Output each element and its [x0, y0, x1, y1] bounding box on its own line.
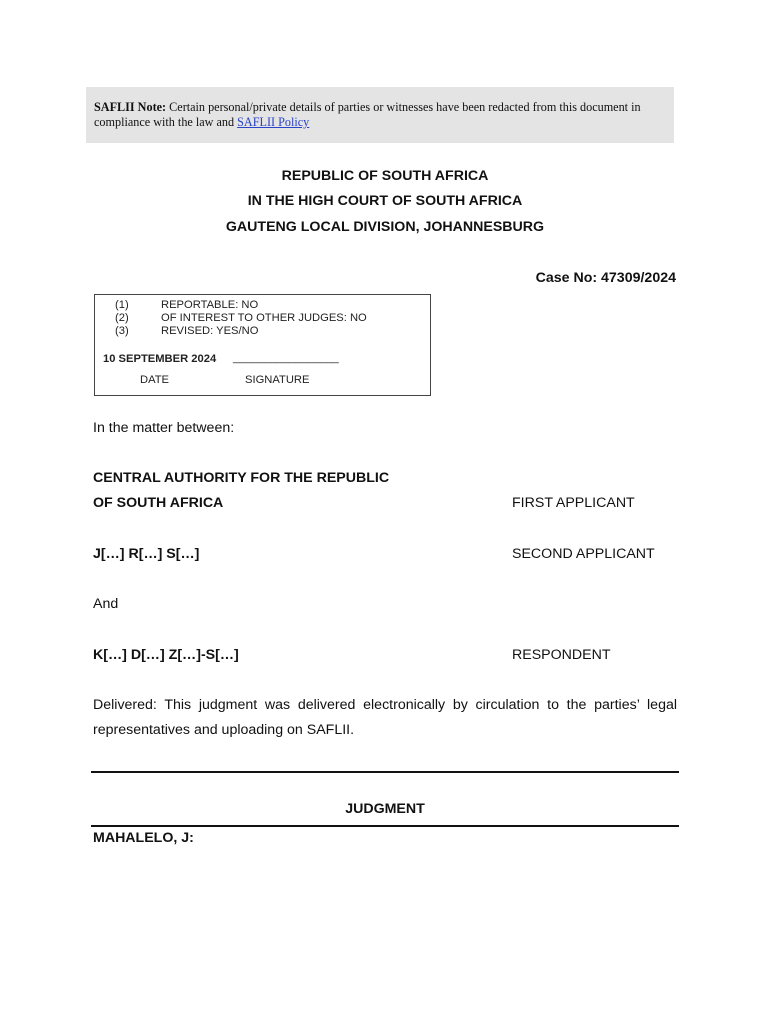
and-separator: And [93, 596, 119, 612]
first-applicant-role: FIRST APPLICANT [512, 495, 635, 511]
heading-high-court: IN THE HIGH COURT OF SOUTH AFRICA [247, 193, 523, 209]
judgment-title: JUDGMENT [345, 801, 425, 817]
case-number: Case No: 47309/2024 [535, 270, 676, 286]
item-2-text: OF INTEREST TO OTHER JUDGES: NO [161, 312, 367, 324]
note-text: Certain personal/private details of parties or witnesses have been redacted from this document in compliance with the law and [94, 100, 641, 129]
respondent-role: RESPONDENT [512, 647, 611, 663]
item-1-text: REPORTABLE: NO [161, 299, 259, 311]
bottom-divider [91, 825, 679, 827]
signature-label: SIGNATURE [245, 374, 310, 386]
item-2-number: (2) [115, 312, 129, 324]
respondent-name: K[…] D[…] Z[…]-S[…] [93, 647, 239, 663]
saflii-policy-link[interactable]: SAFLII Policy [237, 115, 310, 129]
matter-intro: In the matter between: [93, 420, 235, 436]
first-applicant-name-line1: CENTRAL AUTHORITY FOR THE REPUBLIC [93, 470, 390, 486]
item-1-number: (1) [115, 299, 129, 311]
item-3-text: REVISED: YES/NO [161, 325, 259, 337]
heading-republic: REPUBLIC OF SOUTH AFRICA [281, 168, 489, 184]
second-applicant-role: SECOND APPLICANT [512, 546, 655, 562]
item-3-number: (3) [115, 325, 129, 337]
first-applicant-name-line2: OF SOUTH AFRICA [93, 495, 224, 511]
second-applicant-name: J[…] R[…] S[…] [93, 546, 200, 562]
heading-division: GAUTENG LOCAL DIVISION, JOHANNESBURG [225, 219, 545, 235]
top-divider [91, 771, 679, 773]
saflii-note-banner [86, 87, 674, 143]
signature-line: _________________ [233, 352, 339, 364]
date-label: DATE [140, 374, 170, 386]
box-date: 10 SEPTEMBER 2024 [103, 353, 217, 365]
reportable-box [94, 294, 431, 396]
judge-name: MAHALELO, J: [93, 830, 194, 846]
delivery-statement: Delivered: This judgment was delivered electronically by circulation to the parties’ legal representatives and uploading on SAFLII. [93, 697, 677, 738]
note-label: SAFLII Note: [94, 100, 167, 114]
